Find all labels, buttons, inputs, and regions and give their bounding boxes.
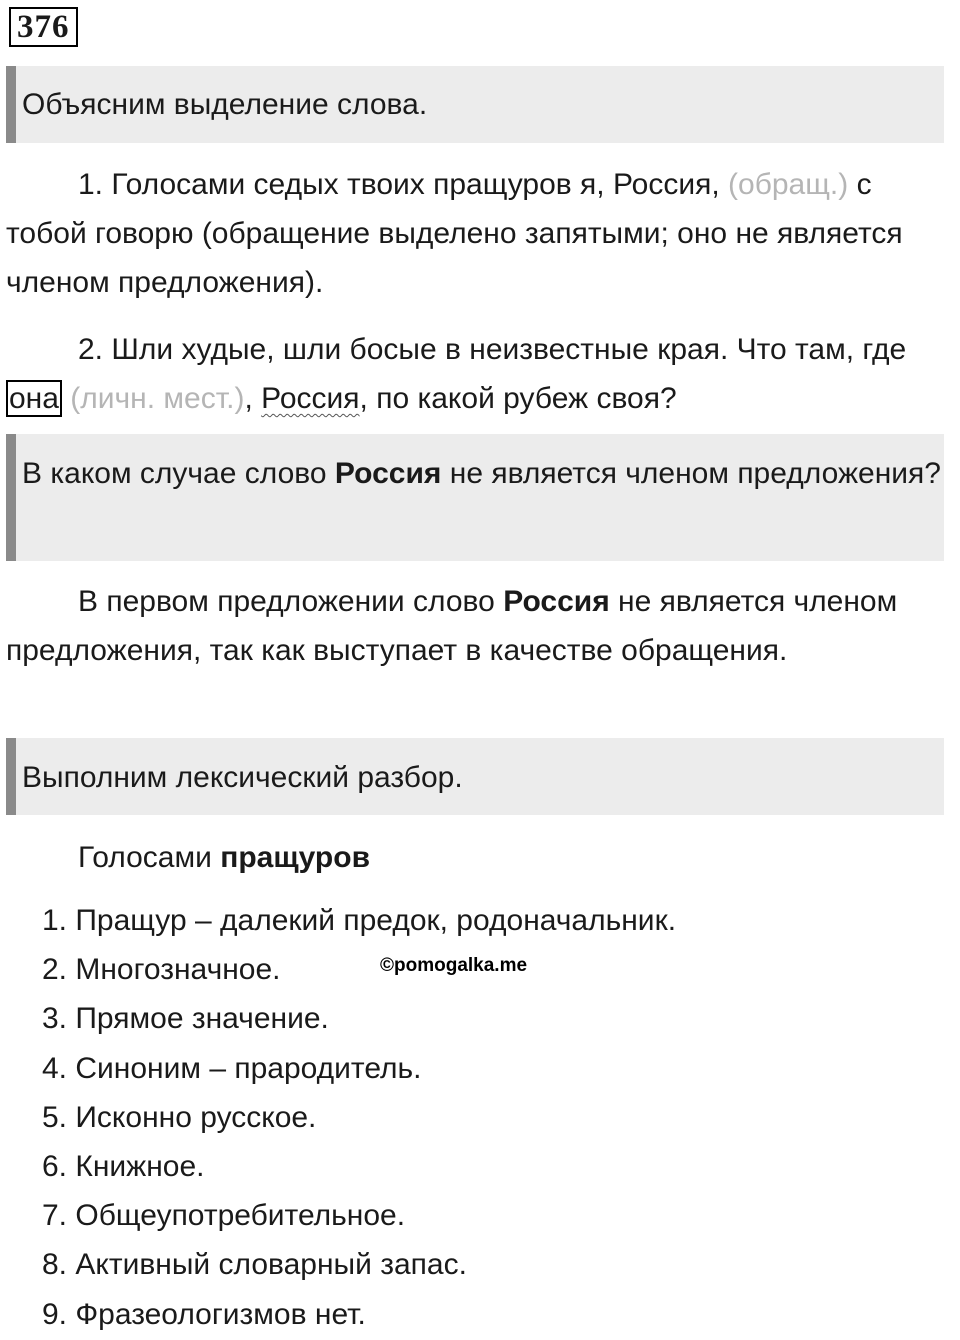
instruction-text-lexical: Выполним лексический разбор.: [22, 761, 463, 794]
list-item: 3. Прямое значение.: [42, 1002, 329, 1036]
address-wavy-underlined: Россия: [261, 382, 360, 415]
task-number: 376: [9, 7, 78, 47]
list-item: 8. Активный словарный запас.: [42, 1248, 467, 1282]
pronoun-boxed: она: [6, 380, 62, 417]
list-item: 9. Фразеологизмов нет.: [42, 1297, 366, 1331]
sentence-2-note: (личн. мест.): [70, 382, 245, 415]
instruction-text-explain: Объясним выделение слова.: [22, 88, 428, 121]
answer-bold-word: Россия: [503, 585, 610, 618]
instruction-box-lexical: [6, 738, 944, 815]
sentence-1-main: 1. Голосами седых твоих пращуров я, Россия,: [78, 168, 720, 201]
question-bold-word: Россия: [334, 457, 442, 490]
list-item: 6. Книжное.: [42, 1150, 205, 1184]
analyzed-phrase: [78, 833, 370, 882]
question-after: не является членом предложения?: [449, 457, 941, 490]
watermark: ©pomogalka.me: [380, 955, 528, 976]
list-item: 4. Синоним – прародитель.: [42, 1051, 422, 1085]
question-box: [6, 434, 944, 561]
instruction-box-explain: [6, 66, 944, 143]
phrase-normal: Голосами: [78, 841, 212, 874]
list-item: 5. Исконно русское.: [42, 1100, 317, 1134]
example-sentence-2: [6, 325, 952, 423]
example-sentence-1: [6, 160, 952, 307]
phrase-bold: пращуров: [220, 841, 371, 874]
question-before: В каком случае слово: [22, 457, 327, 490]
sentence-1-note: (обращ.): [728, 168, 849, 201]
sentence-2-comma: ,: [244, 382, 253, 415]
sentence-2-end: , по какой рубеж своя?: [359, 382, 677, 415]
list-item: 1. Пращур – далекий предок, родоначальник.: [42, 904, 677, 937]
lexical-analysis-list: [42, 896, 676, 1339]
answer-before: В первом предложении слово: [78, 585, 495, 618]
sentence-2-start: 2. Шли худые, шли босые в неизвестные края. Что там, где: [78, 333, 907, 366]
sentence-1-rest: с тобой говорю (обращение выделено запятыми; оно не является членом предложения).: [6, 168, 903, 299]
answer-after: не является членом предложения, так как выступает в качестве обращения.: [6, 585, 898, 667]
list-item: 2. Многозначное.: [42, 953, 281, 987]
list-item: 7. Общеупотребительное.: [42, 1199, 406, 1233]
answer-paragraph: [6, 577, 952, 675]
